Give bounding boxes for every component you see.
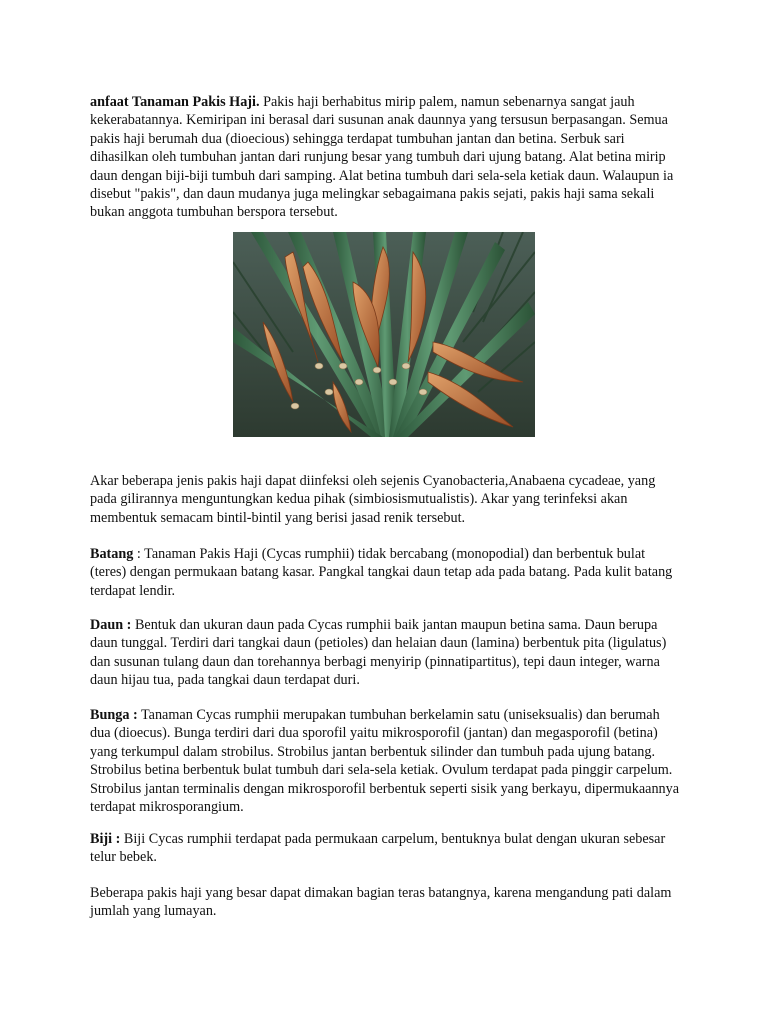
- closing-text: Beberapa pakis haji yang besar dapat dimakan bagian teras batangnya, karena mengandung pati dalam jumlah yang lumayan.: [90, 885, 672, 920]
- daun-paragraph: [90, 616, 680, 690]
- biji-label: Biji :: [90, 831, 121, 847]
- cycas-photo: [233, 232, 535, 437]
- biji-text: Biji Cycas rumphii terdapat pada permukaan carpelum, bentuknya bulat dengan ukuran sebesar telur bebek.: [90, 831, 666, 866]
- bunga-paragraph: [90, 706, 680, 816]
- akar-paragraph: [90, 472, 680, 527]
- bunga-label: Bunga :: [90, 707, 138, 723]
- akar-text: Akar beberapa jenis pakis haji dapat diinfeksi oleh sejenis Cyanobacteria,Anabaena cycadeae, yang pada gilirannya menguntungkan kedua pihak (simbiosismutualistis). Akar yang terinfeksi akan membentuk semacam bintil-bintil yang berisi jasad renik tersebut.: [90, 473, 656, 526]
- bunga-text: Tanaman Cycas rumphii merupakan tumbuhan berkelamin satu (uniseksualis) dan berumah dua (dioecus). Bunga terdiri dari dua sporofil yaitu mikrosporofil (jantan) dan megasporofil (betina) yang terkumpul dalam strobilus. Strobilus jantan berbentuk silinder dan tumbuh pada ujung batang. Strobilus betina berbentuk bulat tumbuh dari sela-sela ketiak. Ovulum terdapat pada pinggir carpelum. Strobilus jantan terminalis dengan mikrosporofil berbentuk seperti sisik yang berkayu, dipermukaannya terdapat mikrosporangium.: [90, 707, 680, 816]
- batang-text: : Tanaman Pakis Haji (Cycas rumphii) tidak bercabang (monopodial) dan berbentuk bulat (teres) dengan permukaan batang kasar. Pangkal tangkai daun tetap ada pada batang. Pada kulit batang terdapat lendir.: [90, 546, 673, 599]
- daun-label: Daun :: [90, 617, 132, 633]
- intro-heading: anfaat Tanaman Pakis Haji.: [90, 94, 260, 110]
- batang-paragraph: [90, 545, 680, 600]
- intro-text: Pakis haji berhabitus mirip palem, namun sebenarnya sangat jauh kekerabatannya. Kemiripan ini berasal dari susunan anak daunnya yang tersusun berpasangan. Semua pakis haji berumah dua (dioecious) sehingga terdapat tumbuhan jantan dan betina. Serbuk sari dihasilkan oleh tumbuhan jantan dari runjung besar yang tumbuh dari ujung batang. Alat betina mirip daun dengan biji-biji tumbuh dari samping. Alat betina tumbuh dari sela-sela ketiak daun. Walaupun ia disebut "pakis", dan daun mudanya juga melingkar sebagaimana pakis sejati, pakis haji sama sekali bukan anggota tumbuhan berspora tersebut.: [90, 94, 674, 221]
- closing-paragraph: [90, 884, 680, 921]
- batang-label: Batang: [90, 546, 134, 562]
- daun-text: Bentuk dan ukuran daun pada Cycas rumphii baik jantan maupun betina sama. Daun berupa daun tunggal. Terdiri dari tangkai daun (petioles) dan helaian daun (lamina) berbentuk pita (ligulatus) dan susunan tulang daun dan torehannya berbagi menyirip (pinnatipartitus), tepi daun integer, warna daun hijau tua, pada tangkai daun terdapat duri.: [90, 617, 667, 689]
- biji-paragraph: [90, 830, 680, 867]
- intro-paragraph: [90, 93, 680, 222]
